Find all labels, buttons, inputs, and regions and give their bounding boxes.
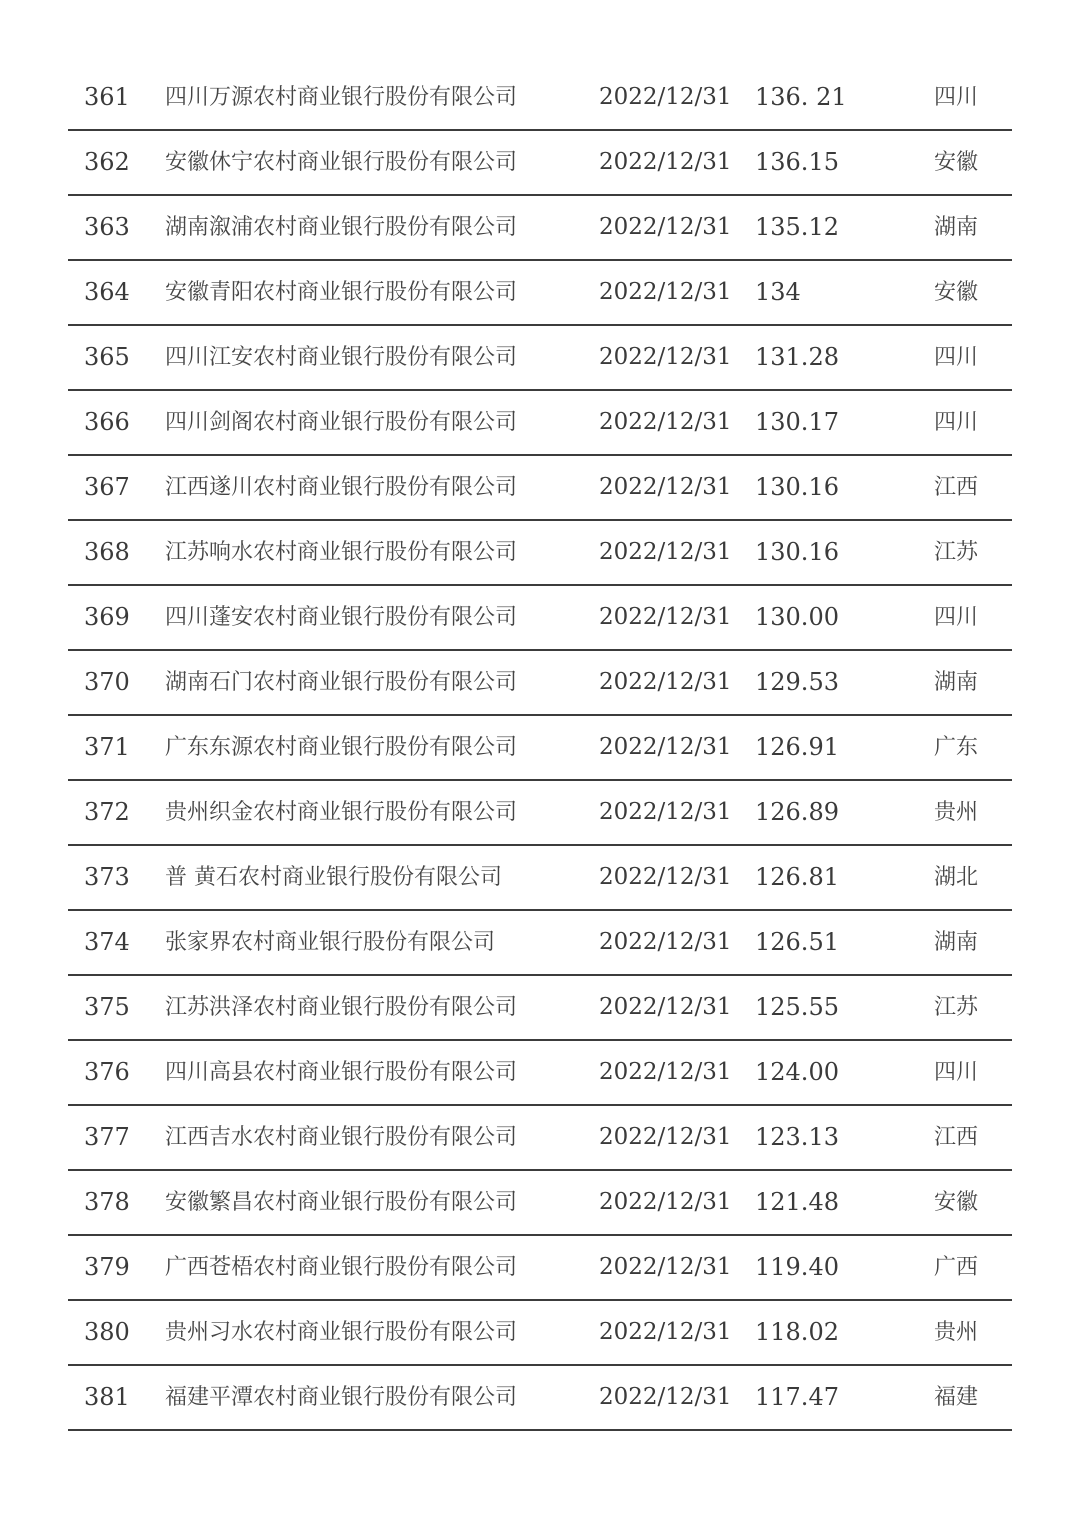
row-value: 118.02 [755,1318,839,1346]
row-province: 安徽 [934,1190,979,1215]
table-row [68,1171,1012,1236]
row-rank: 366 [84,408,130,436]
row-date: 2022/12/31 [599,539,732,565]
table-row [68,716,1012,781]
row-rank: 369 [84,603,130,631]
row-province: 江苏 [934,995,979,1020]
table-row [68,1106,1012,1171]
row-province: 安徽 [934,280,979,305]
table-row [68,326,1012,391]
row-rank: 373 [84,863,130,891]
row-rank: 370 [84,668,130,696]
row-bank-name: 安徽青阳农村商业银行股份有限公司 [165,280,518,305]
table-row [68,1301,1012,1366]
row-date: 2022/12/31 [599,1189,732,1215]
row-date: 2022/12/31 [599,279,732,305]
row-value: 130.16 [755,538,839,566]
row-province: 安徽 [934,150,979,175]
row-bank-name: 湖南溆浦农村商业银行股份有限公司 [165,215,518,240]
row-province: 江西 [934,1125,979,1150]
row-date: 2022/12/31 [599,149,732,175]
row-date: 2022/12/31 [599,734,732,760]
table-row [68,846,1012,911]
row-bank-name: 江西吉水农村商业银行股份有限公司 [165,1125,518,1150]
row-bank-name: 江苏洪泽农村商业银行股份有限公司 [165,995,518,1020]
row-date: 2022/12/31 [599,799,732,825]
table-row [68,456,1012,521]
row-date: 2022/12/31 [599,669,732,695]
row-value: 126.81 [755,863,839,891]
row-province: 四川 [934,345,979,370]
row-date: 2022/12/31 [599,1124,732,1150]
row-bank-name: 四川高县农村商业银行股份有限公司 [165,1060,518,1085]
row-rank: 368 [84,538,130,566]
table-row [68,1041,1012,1106]
row-bank-name: 四川蓬安农村商业银行股份有限公司 [165,605,518,630]
row-province: 四川 [934,1060,979,1085]
row-date: 2022/12/31 [599,929,732,955]
row-value: 130.17 [755,408,839,436]
row-value: 126.89 [755,798,839,826]
table-row [68,651,1012,716]
row-value: 123.13 [755,1123,839,1151]
row-bank-name: 贵州习水农村商业银行股份有限公司 [165,1320,518,1345]
row-date: 2022/12/31 [599,474,732,500]
row-rank: 365 [84,343,130,371]
row-bank-name: 张家界农村商业银行股份有限公司 [165,930,496,955]
row-bank-name: 四川万源农村商业银行股份有限公司 [165,85,518,110]
row-date: 2022/12/31 [599,604,732,630]
row-value: 126.51 [755,928,839,956]
row-value: 124.00 [755,1058,839,1086]
row-value: 136. 21 [755,83,847,111]
row-bank-name: 湖南石门农村商业银行股份有限公司 [165,670,518,695]
row-rank: 376 [84,1058,130,1086]
table-row [68,781,1012,846]
row-province: 贵州 [934,800,979,825]
row-bank-name: 安徽繁昌农村商业银行股份有限公司 [165,1190,518,1215]
row-bank-name: 四川剑阁农村商业银行股份有限公司 [165,410,518,435]
row-province: 湖南 [934,670,979,695]
row-value: 117.47 [755,1383,839,1411]
row-bank-name: 广东东源农村商业银行股份有限公司 [165,735,518,760]
row-date: 2022/12/31 [599,994,732,1020]
table-row [68,66,1012,131]
table-row [68,196,1012,261]
row-bank-name: 福建平潭农村商业银行股份有限公司 [165,1385,518,1410]
row-date: 2022/12/31 [599,409,732,435]
row-bank-name: 广西苍梧农村商业银行股份有限公司 [165,1255,518,1280]
row-bank-name: 安徽休宁农村商业银行股份有限公司 [165,150,518,175]
row-date: 2022/12/31 [599,1384,732,1410]
table-row [68,131,1012,196]
row-date: 2022/12/31 [599,1059,732,1085]
row-rank: 362 [84,148,130,176]
row-value: 126.91 [755,733,839,761]
row-rank: 372 [84,798,130,826]
row-bank-name: 江苏响水农村商业银行股份有限公司 [165,540,518,565]
row-value: 121.48 [755,1188,839,1216]
row-bank-name: 普 黄石农村商业银行股份有限公司 [165,865,502,890]
row-rank: 364 [84,278,130,306]
row-bank-name: 贵州织金农村商业银行股份有限公司 [165,800,518,825]
row-value: 135.12 [755,213,839,241]
row-rank: 375 [84,993,130,1021]
bank-ranking-table [68,66,1012,1431]
table-row [68,911,1012,976]
row-province: 江西 [934,475,979,500]
table-row [68,586,1012,651]
table-row [68,391,1012,456]
row-province: 江苏 [934,540,979,565]
row-value: 134 [755,278,801,306]
row-value: 119.40 [755,1253,839,1281]
row-rank: 380 [84,1318,130,1346]
row-province: 湖南 [934,215,979,240]
row-date: 2022/12/31 [599,1254,732,1280]
row-date: 2022/12/31 [599,214,732,240]
row-date: 2022/12/31 [599,344,732,370]
row-date: 2022/12/31 [599,84,732,110]
row-rank: 361 [84,83,130,111]
row-rank: 374 [84,928,130,956]
row-rank: 363 [84,213,130,241]
row-rank: 371 [84,733,130,761]
row-province: 贵州 [934,1320,979,1345]
row-value: 136.15 [755,148,839,176]
row-province: 四川 [934,410,979,435]
row-rank: 381 [84,1383,130,1411]
table-row [68,521,1012,586]
row-rank: 379 [84,1253,130,1281]
row-value: 129.53 [755,668,839,696]
row-value: 130.00 [755,603,839,631]
row-province: 广西 [934,1255,979,1280]
table-row [68,1236,1012,1301]
row-province: 广东 [934,735,979,760]
table-row [68,261,1012,326]
row-province: 湖南 [934,930,979,955]
row-rank: 367 [84,473,130,501]
row-bank-name: 四川江安农村商业银行股份有限公司 [165,345,518,370]
row-value: 130.16 [755,473,839,501]
row-rank: 377 [84,1123,130,1151]
row-date: 2022/12/31 [599,1319,732,1345]
table-row [68,1366,1012,1431]
row-province: 湖北 [934,865,979,890]
row-rank: 378 [84,1188,130,1216]
row-province: 四川 [934,605,979,630]
row-value: 131.28 [755,343,839,371]
row-date: 2022/12/31 [599,864,732,890]
row-bank-name: 江西遂川农村商业银行股份有限公司 [165,475,518,500]
row-province: 四川 [934,85,979,110]
table-row [68,976,1012,1041]
row-value: 125.55 [755,993,839,1021]
row-province: 福建 [934,1385,979,1410]
